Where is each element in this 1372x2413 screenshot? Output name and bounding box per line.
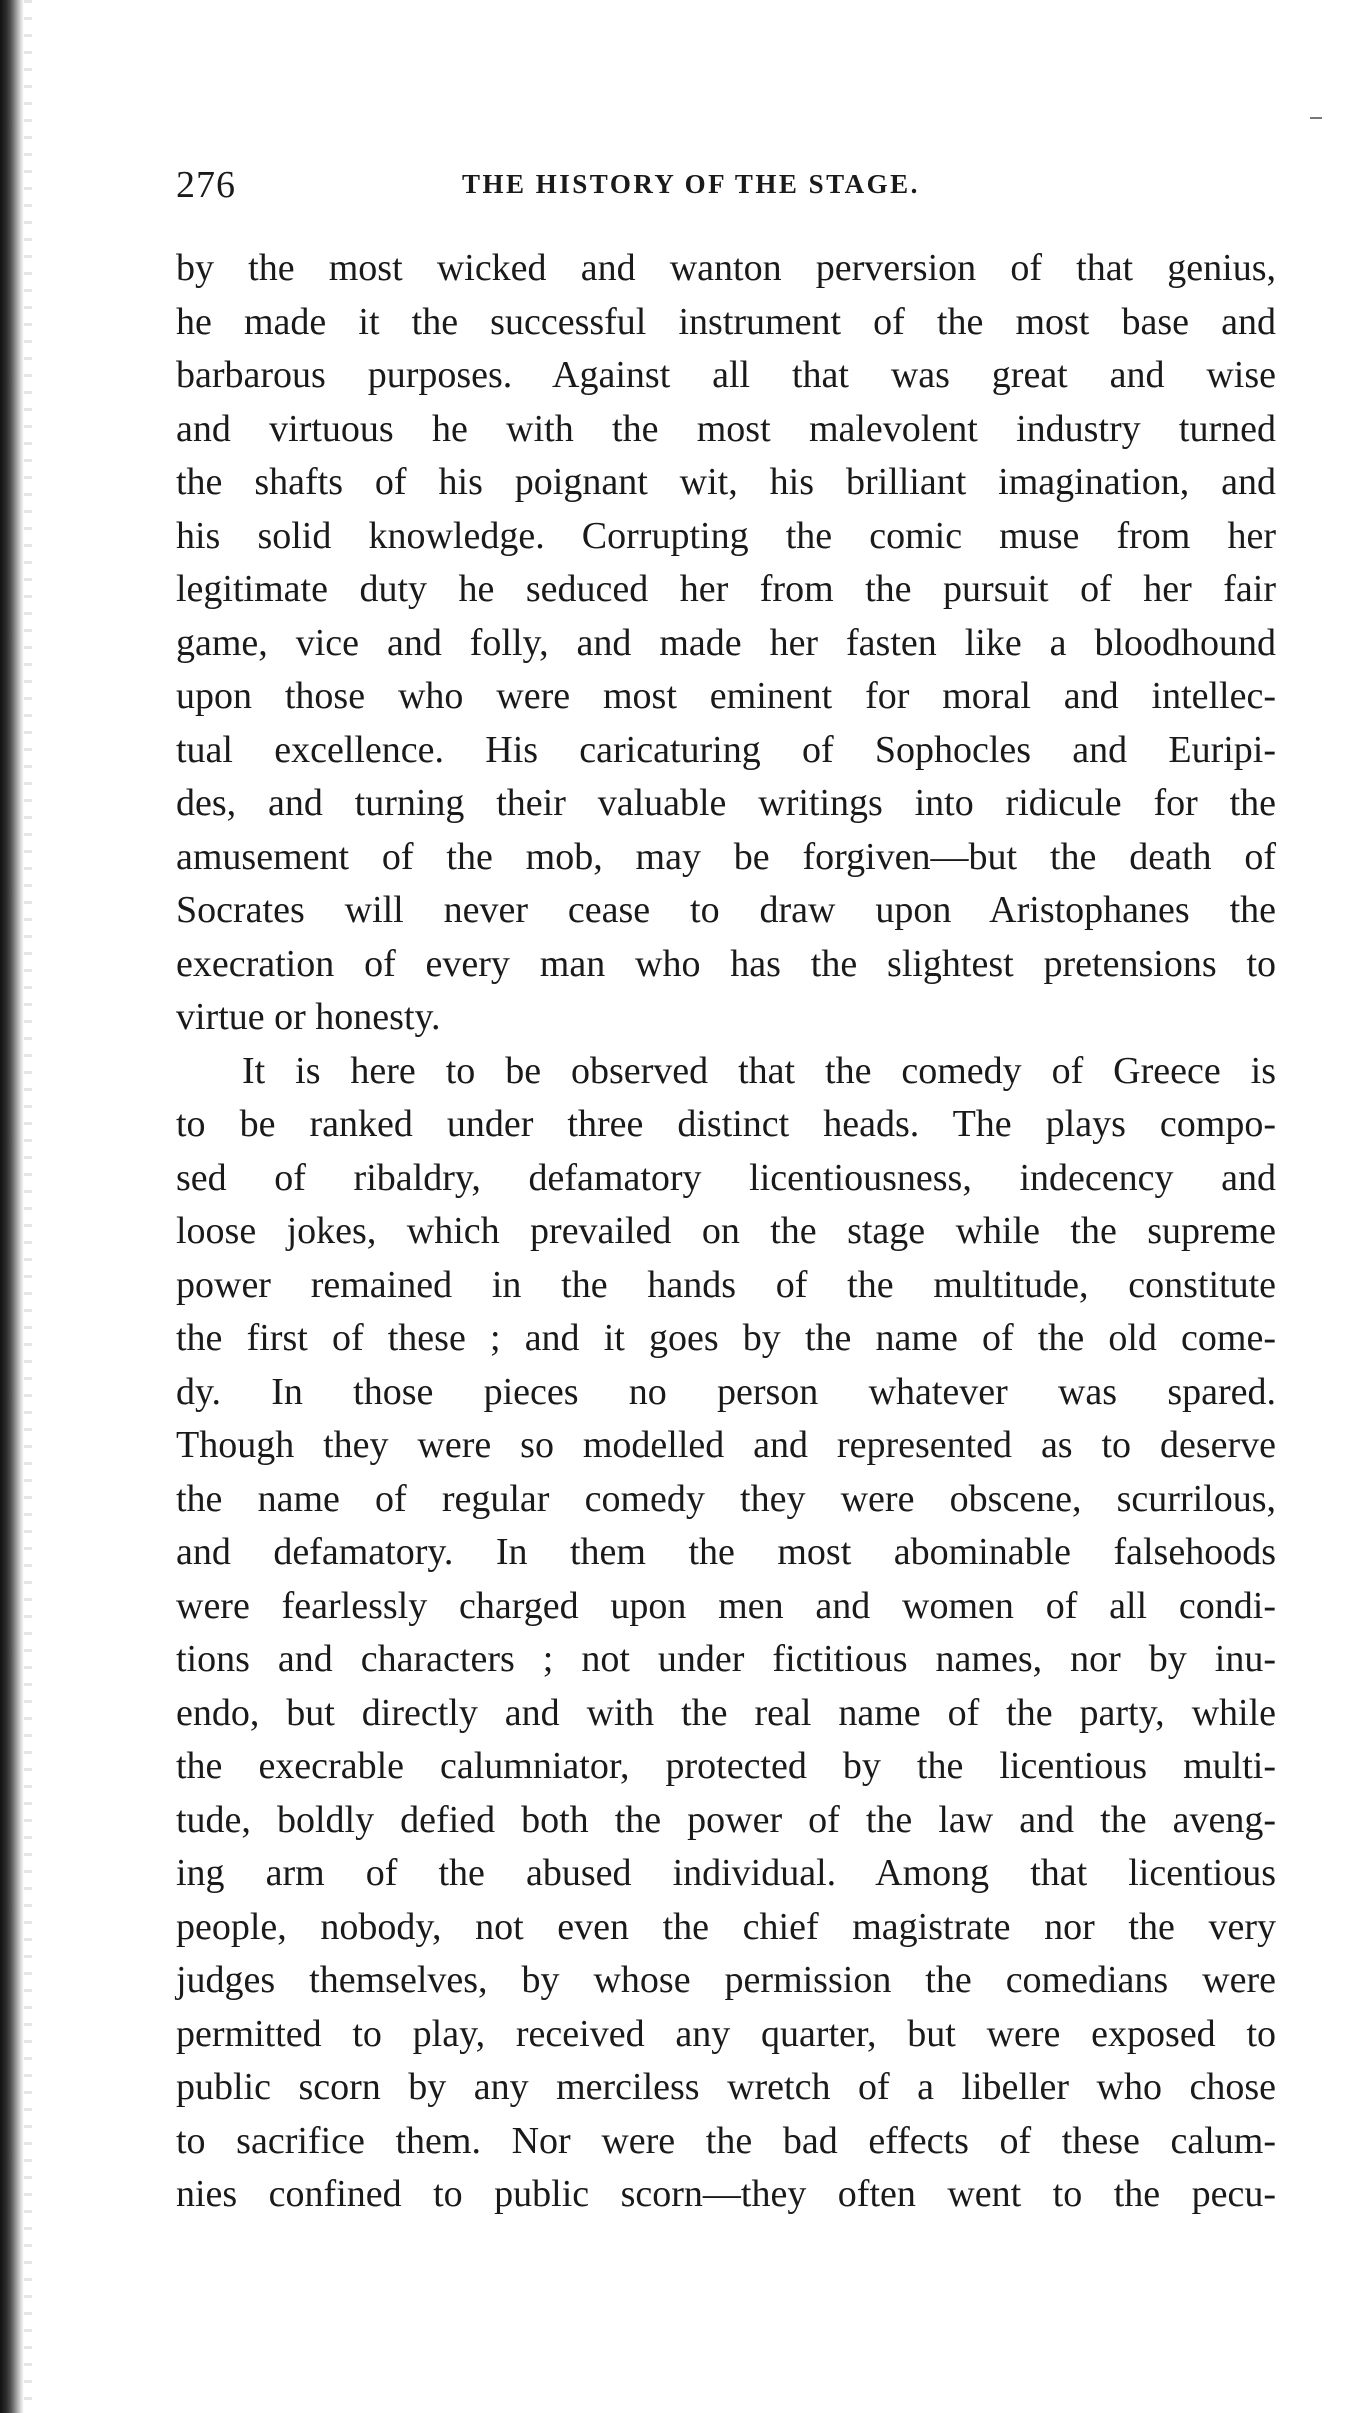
text-line: the execrable calumniator, protected by the licentious multi- <box>176 1745 1276 1787</box>
text-line: des, and turning their valuable writings into ridicule for the <box>176 782 1276 824</box>
text-line: people, nobody, not even the chief magistrate nor the very <box>176 1905 1276 1948</box>
text-line: legitimate duty he seduced her from the pursuit of her fair <box>176 568 1276 610</box>
text-line: virtue or honesty. <box>176 996 441 1038</box>
text-line: amusement of the mob, may be forgiven—but the death of <box>176 835 1276 878</box>
body-text <box>176 242 1276 2222</box>
page-header <box>176 163 1286 209</box>
page-speck <box>1310 117 1322 119</box>
text-line: permitted to play, received any quarter, but were exposed to <box>176 2012 1276 2055</box>
text-line: tual excellence. His caricaturing of Sophocles and Euripi- <box>176 728 1276 771</box>
text-line: upon those who were most eminent for moral and intellec- <box>176 675 1276 717</box>
text-line: It is here to be observed that the comedy of Greece is <box>242 1049 1276 1092</box>
text-line: were fearlessly charged upon men and women of all condi- <box>176 1584 1276 1627</box>
text-line: the shafts of his poignant wit, his brilliant imagination, and <box>176 461 1276 503</box>
text-line: endo, but directly and with the real name of the party, while <box>176 1691 1276 1734</box>
text-line: public scorn by any merciless wretch of a libeller who chose <box>176 2066 1276 2108</box>
text-line: and defamatory. In them the most abominable falsehoods <box>176 1531 1276 1573</box>
text-line: the name of regular comedy they were obscene, scurrilous, <box>176 1477 1276 1520</box>
text-line: judges themselves, by whose permission the comedians were <box>176 1959 1276 2001</box>
text-line: the first of these ; and it goes by the name of the old come- <box>176 1317 1276 1359</box>
text-line: his solid knowledge. Corrupting the comic muse from her <box>176 514 1276 557</box>
paragraph <box>176 242 1276 1045</box>
text-line: nies confined to public scorn—they often went to the pecu- <box>176 2173 1276 2215</box>
text-line: execration of every man who has the slightest pretensions to <box>176 942 1276 985</box>
page-binding-edge <box>0 0 24 2413</box>
text-line: game, vice and folly, and made her fasten like a bloodhound <box>176 621 1276 664</box>
page-number: 276 <box>176 164 236 206</box>
text-line: tions and characters ; not under fictitious names, nor by inu- <box>176 1638 1276 1680</box>
paragraph <box>176 1045 1276 2222</box>
text-line: barbarous purposes. Against all that was great and wise <box>176 354 1276 396</box>
text-line: to be ranked under three distinct heads. The plays compo- <box>176 1103 1276 1145</box>
text-line: Socrates will never cease to draw upon Aristophanes the <box>176 889 1276 931</box>
text-line: sed of ribaldry, defamatory licentiousness, indecency and <box>176 1156 1276 1199</box>
text-line: power remained in the hands of the multitude, constitute <box>176 1263 1276 1306</box>
text-line: tude, boldly defied both the power of the law and the aveng- <box>176 1798 1276 1841</box>
text-line: to sacrifice them. Nor were the bad effects of these calum- <box>176 2119 1276 2162</box>
text-line: dy. In those pieces no person whatever was spared. <box>176 1370 1276 1413</box>
text-line: and virtuous he with the most malevolent industry turned <box>176 407 1276 450</box>
page-binding-shadow <box>24 0 32 2413</box>
text-line: loose jokes, which prevailed on the stage while the supreme <box>176 1210 1276 1252</box>
text-line: ing arm of the abused individual. Among that licentious <box>176 1852 1276 1894</box>
running-title: THE HISTORY OF THE STAGE. <box>462 169 920 199</box>
text-line: by the most wicked and wanton perversion of that genius, <box>176 247 1276 289</box>
text-line: he made it the successful instrument of the most base and <box>176 300 1276 343</box>
text-line: Though they were so modelled and represented as to deserve <box>176 1424 1276 1466</box>
